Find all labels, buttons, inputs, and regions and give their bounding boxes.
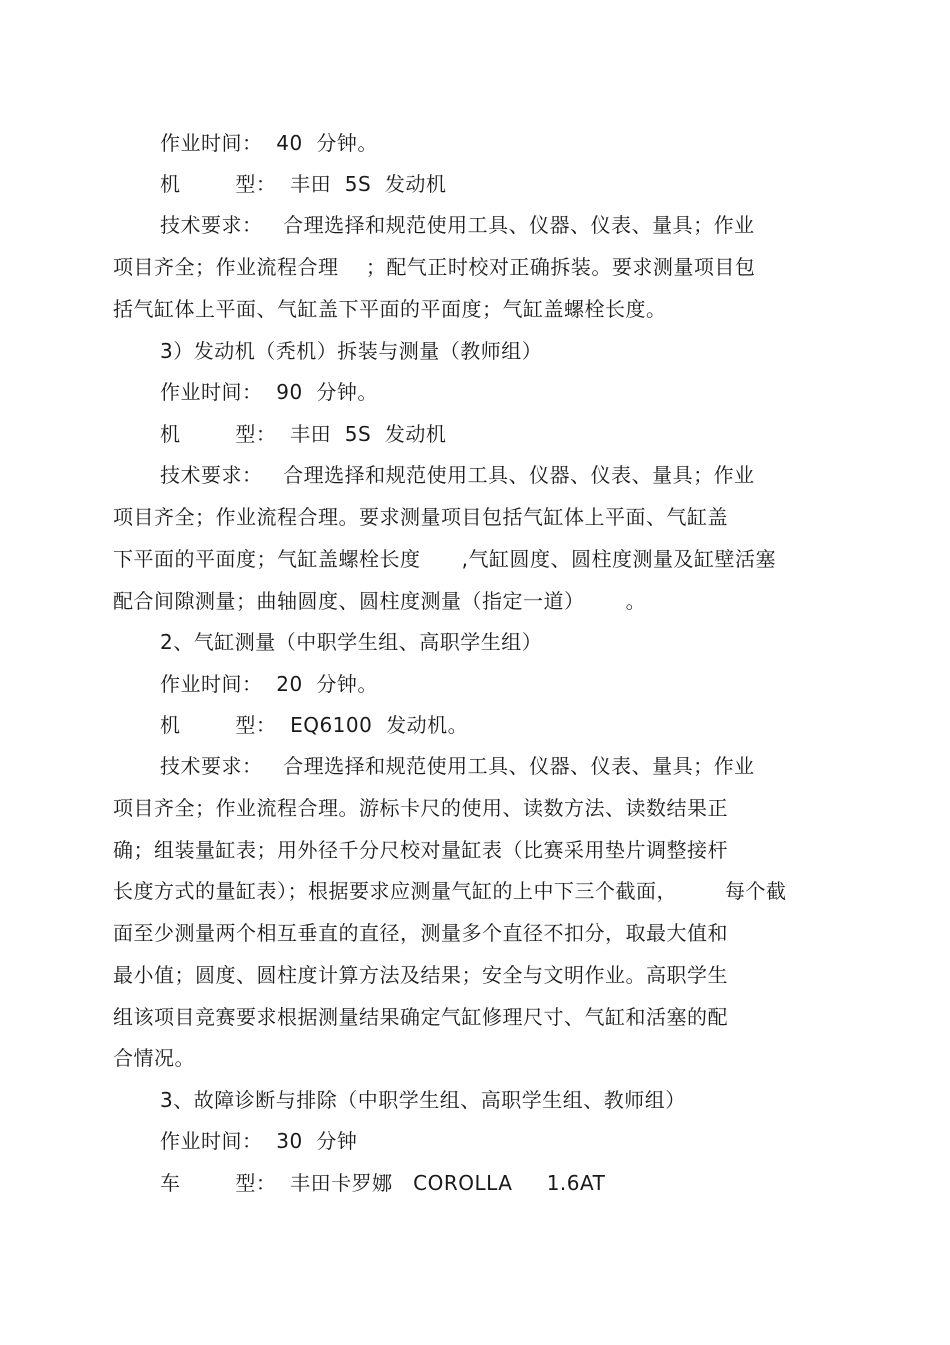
text-line: 作业时间： 30 分钟 — [160, 1129, 358, 1153]
section-heading: 3、故障诊断与排除（中职学生组、高职学生组、教师组） — [160, 1088, 686, 1112]
text-line: 最小值；圆度、圆柱度计算方法及结果；安全与文明作业。高职学生 — [113, 963, 728, 987]
text-line: 确；组装量缸表；用外径千分尺校对量缸表（比赛采用垫片调整接杆 — [113, 838, 728, 862]
text-line: 技术要求： 合理选择和规范使用工具、仪器、仪表、量具；作业 — [160, 754, 755, 778]
text-line: 下平面的平面度；气缸盖螺栓长度 ,气缸圆度、圆柱度测量及缸壁活塞 — [113, 547, 777, 571]
text-line: 组该项目竞赛要求根据测量结果确定气缸修理尺寸、气缸和活塞的配 — [113, 1005, 728, 1029]
text-line: 项目齐全；作业流程合理。要求测量项目包括气缸体上平面、气缸盖 — [113, 505, 728, 529]
text-line: 机 型： 丰田 5S 发动机 — [160, 172, 447, 196]
text-line: 作业时间： 40 分钟。 — [160, 131, 378, 155]
text-line: 长度方式的量缸表）；根据要求应测量气缸的上中下三个截面， 每个截 — [113, 879, 787, 903]
section-heading: 3）发动机（秃机）拆装与测量（教师组） — [160, 339, 543, 363]
text-line: 面至少测量两个相互垂直的直径，测量多个直径不扣分，取最大值和 — [113, 921, 728, 945]
text-line: 作业时间： 90 分钟。 — [160, 380, 378, 404]
text-line: 机 型： EQ6100 发动机。 — [160, 713, 469, 737]
section-heading: 2、气缸测量（中职学生组、高职学生组） — [160, 630, 543, 654]
text-line: 合情况。 — [113, 1046, 195, 1070]
text-line: 配合间隙测量；曲轴圆度、圆柱度测量（指定一道） 。 — [113, 589, 647, 613]
text-line: 作业时间： 20 分钟。 — [160, 672, 378, 696]
text-line: 项目齐全；作业流程合理。游标卡尺的使用、读数方法、读数结果正 — [113, 796, 728, 820]
text-line: 技术要求： 合理选择和规范使用工具、仪器、仪表、量具；作业 — [160, 463, 755, 487]
text-line: 项目齐全；作业流程合理 ；配气正时校对正确拆装。要求测量项目包 — [113, 255, 756, 279]
text-line: 技术要求： 合理选择和规范使用工具、仪器、仪表、量具；作业 — [160, 213, 755, 237]
text-line: 括气缸体上平面、气缸盖下平面的平面度；气缸盖螺栓长度。 — [113, 297, 667, 321]
text-line: 车 型： 丰田卡罗娜 COROLLA 1.6AT — [160, 1171, 606, 1195]
text-line: 机 型： 丰田 5S 发动机 — [160, 422, 447, 446]
